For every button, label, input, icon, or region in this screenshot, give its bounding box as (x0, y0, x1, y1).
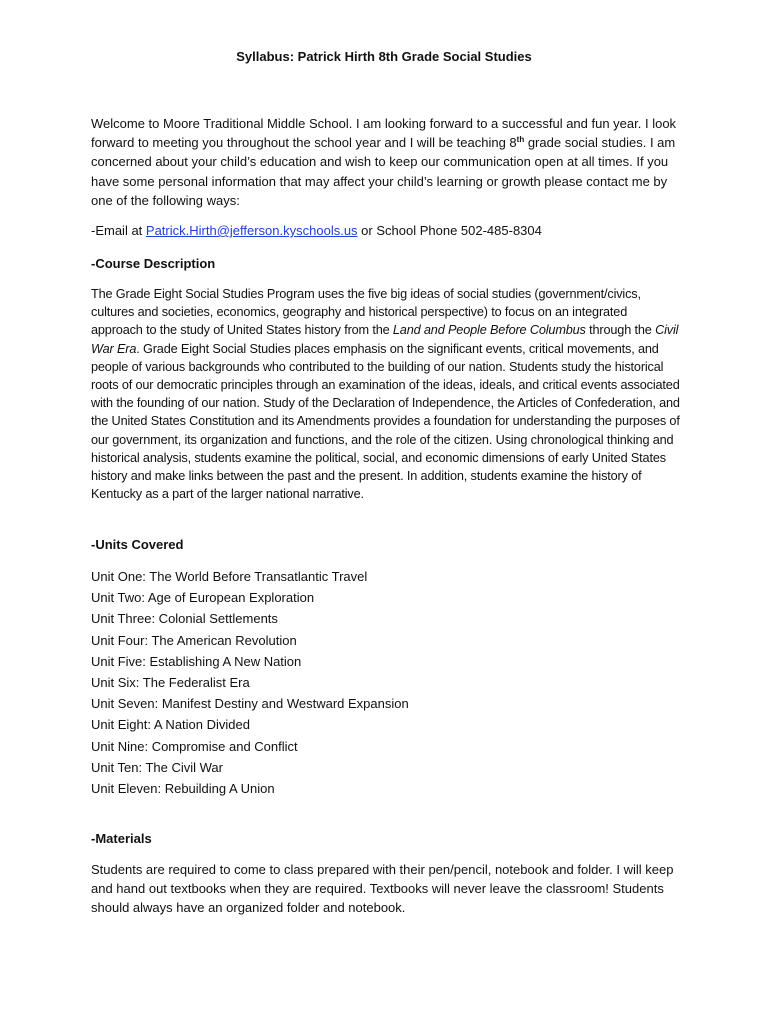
course-emphasis-1: Land and People Before Columbus (392, 323, 586, 338)
email-link[interactable]: Patrick.Hirth@jefferson.kyschools.us (145, 223, 358, 238)
materials-paragraph: Students are required to come to class prepared with their pen/pencil, notebook and folder. I will keep and hand out textbooks when they are required. Textbooks will never leave the classroom! Students should always have an organized folder and notebook. (91, 862, 674, 916)
contact-prefix: -Email at (91, 223, 146, 238)
units-heading: -Units Covered (91, 537, 184, 552)
contact-line (91, 222, 681, 241)
unit-item: Unit Eight: A Nation Divided (91, 717, 250, 733)
intro-text-1: Welcome to Moore Traditional Middle School. I am looking forward to a successful and fun year. I look forward to meeting you throughout the school year and I will be teaching 8 (91, 116, 677, 151)
unit-item: Unit Ten: The Civil War (91, 759, 223, 775)
unit-item: Unit Four: The American Revolution (91, 632, 297, 648)
course-emphasis-2: Civil War Era (91, 323, 679, 356)
unit-item: Unit Eleven: Rebuilding A Union (91, 781, 275, 797)
course-text-1: The Grade Eight Social Studies Program uses the five big ideas of social studies (government/civics, cultures and societies, economics, geography and historical perspective) to focus on an integrated approach to the study of United States history from the (91, 287, 641, 338)
units-list (91, 566, 681, 799)
unit-item: Unit One: The World Before Transatlantic Travel (91, 569, 368, 584)
unit-item: Unit Six: The Federalist Era (91, 675, 250, 691)
intro-paragraph (91, 114, 681, 210)
page-title: Syllabus: Patrick Hirth 8th Grade Social Studies (236, 49, 532, 64)
unit-item: Unit Two: Age of European Exploration (91, 590, 315, 606)
course-description-heading: -Course Description (91, 256, 216, 271)
materials-heading: -Materials (91, 831, 152, 846)
intro-text-2: grade social studies. I am concerned about your child’s education and wish to keep our communication open at all times. If you have some personal information that may affect your child’s learning or growth please contact me by one of the following ways: (91, 135, 676, 208)
unit-item: Unit Three: Colonial Settlements (91, 611, 278, 627)
course-description-paragraph (91, 285, 681, 503)
ordinal-suffix: th (516, 135, 525, 145)
unit-item: Unit Nine: Compromise and Conflict (91, 738, 298, 754)
course-text-2: through the (585, 323, 656, 338)
contact-phone: or School Phone 502-485-8304 (357, 223, 542, 238)
unit-item: Unit Five: Establishing A New Nation (91, 653, 302, 669)
course-text-3: . Grade Eight Social Studies places emphasis on the significant events, critical movements, and people of various backgrounds who contributed to the building of our nation. Students study the historical roots of our democratic principles through an examination of the ideas, ideals, and critical events associated with the founding of our nation. Study of the Declaration of Independence, the Articles of Confederation, and the United States Constitution and its Amendments provides a foundation for understanding the purposes of our government, its organization and functions, and the role of the citizen. Using chronological thinking and historical analysis, students examine the political, social, and economic dimensions of early United States history and make links between the past and the present. In addition, students examine the history of Kentucky as a part of the larger national narrative. (91, 341, 680, 502)
unit-item: Unit Seven: Manifest Destiny and Westward Expansion (91, 696, 409, 712)
